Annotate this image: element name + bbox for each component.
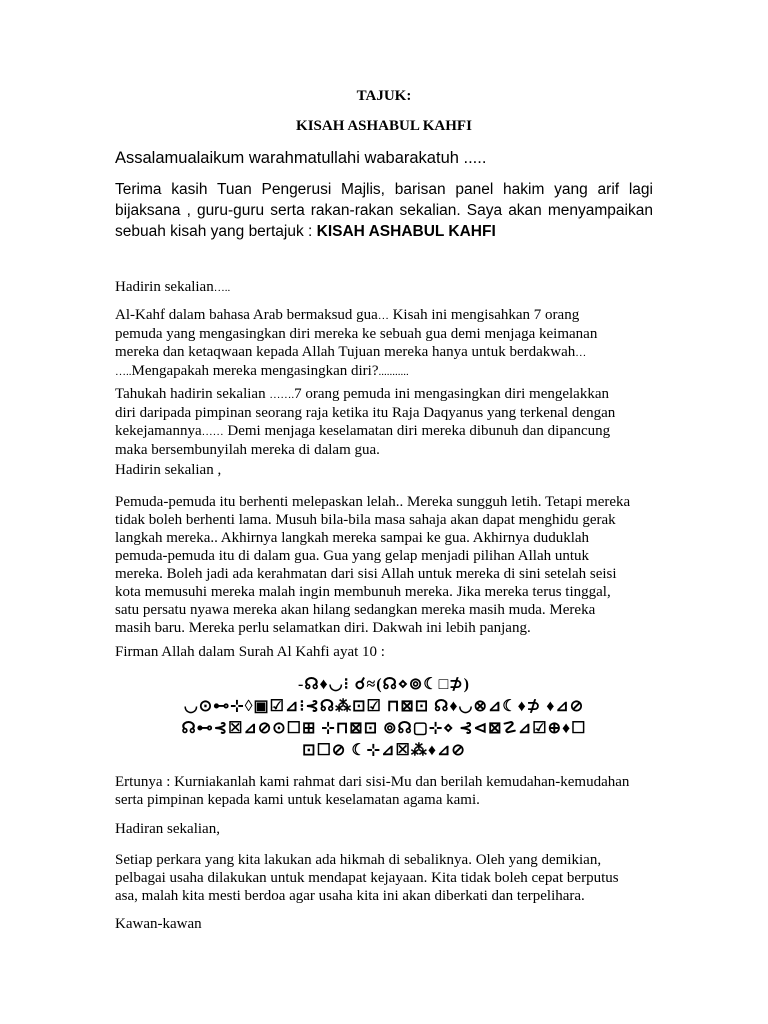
pemuda-line: langkah mereka.. Akhirnya langkah mereka sampai ke gua. Akhirnya duduklah	[115, 530, 590, 546]
document-title: KISAH ASHABUL KAHFI	[296, 118, 472, 134]
hadirin-1-text: Hadirin sekalian	[115, 279, 214, 295]
tahukah-line-1-dots: …….	[269, 389, 295, 401]
paragraph-hadirin-1	[115, 278, 653, 297]
ertunya-line: serta pimpinan kepada kami untuk keselamatan agama kami.	[115, 792, 480, 808]
alkahf-line-2: pemuda yang mengasingkan diri mereka ke sebuah gua demi menjaga keimanan	[115, 326, 598, 342]
arabic-verse-block	[0, 674, 768, 762]
alkahf-line-4-a: Mengapakah mereka mengasingkan diri?	[131, 363, 379, 379]
hadirin-1-dots: …..	[213, 282, 231, 294]
arabic-verse-line: -☊♦◡⁝ ☌≈(☊⋄⊚☾□⊅)	[298, 676, 470, 693]
paragraph-pemuda	[115, 493, 653, 637]
tahukah-line-3-a: kekejamannya	[115, 423, 202, 439]
alkahf-line-1	[115, 306, 653, 325]
paragraph-hadirin-2: Hadirin sekalian ,	[115, 462, 222, 478]
pemuda-line: Pemuda-pemuda itu berhenti melepaskan lelah.. Mereka sungguh letih. Tetapi mereka	[115, 494, 631, 510]
setiap-line: asa, malah kita mesti berdoa agar usaha kita ini akan diberkati dan terpelihara.	[115, 888, 585, 904]
tahukah-line-3-b: Demi menjaga keselamatan diri mereka dibunuh dan dipancung	[223, 423, 611, 439]
tahukah-line-1-a: Tahukah hadirin sekalian	[115, 386, 270, 402]
pemuda-line: pemuda-pemuda itu di dalam gua. Gua yang gelap menjadi pilihan Allah untuk	[115, 548, 590, 564]
arabic-verse-line: ◡⊙⊷⊹◊▣☑⊿⁝⊰☊⁂⊡☑ ⊓⊠⊡ ☊♦◡⊗⊿☾♦⊅ ♦⊿⊘	[183, 698, 585, 715]
pemuda-line: masih baru. Mereka perlu selamatkan diri. Dakwah ini lebih panjang.	[115, 620, 531, 636]
setiap-line: Setiap perkara yang kita lakukan ada hikmah di sebaliknya. Oleh yang demikian,	[115, 852, 602, 868]
alkahf-line-3	[115, 343, 653, 362]
alkahf-line-4	[115, 362, 653, 381]
pemuda-line: mereka. Boleh jadi ada kerahmatan dari sisi Allah untuk mereka di sini setelah seisi	[115, 566, 617, 582]
intro-text: Terima kasih Tuan Pengerusi Majlis, barisan panel hakim yang arif lagi bijaksana , guru-guru serta rakan-rakan sekalian. Saya akan menyampaikan sebuah kisah yang bertajuk :	[115, 181, 653, 240]
tahukah-line-4: maka bersembunyilah mereka di dalam gua.	[115, 442, 380, 458]
ertunya-line: Ertunya : Kurniakanlah kami rahmat dari sisi-Mu dan berilah kemudahan-kemudahan	[115, 774, 630, 790]
tahukah-line-3-dots: ……	[201, 426, 224, 438]
tahukah-line-1	[115, 385, 653, 404]
paragraph-kawan: Kawan-kawan	[115, 916, 202, 932]
alkahf-line-4-dots: …..	[115, 366, 132, 378]
alkahf-line-1-b: Kisah ini mengisahkan 7 orang	[388, 307, 580, 323]
paragraph-ertunya	[115, 773, 653, 809]
pemuda-line: tidak boleh berhenti lama. Musuh bila-bila masa sahaja akan dapat menghidu gerak	[115, 512, 616, 528]
tahukah-line-1-b: 7 orang pemuda ini mengasingkan diri mengelakkan	[294, 386, 609, 402]
paragraph-firman: Firman Allah dalam Surah Al Kahfi ayat 10 :	[115, 644, 385, 660]
paragraph-tahukah	[115, 385, 653, 459]
pemuda-line: kota memusuhi mereka malah ingin membunuh mereka. Jika mereka terus tinggal,	[115, 584, 611, 600]
paragraph-alkahf	[115, 306, 653, 381]
intro-paragraph	[115, 179, 653, 242]
title-label: TAJUK:	[356, 88, 412, 104]
alkahf-line-3-dots: …	[575, 347, 587, 359]
tahukah-line-3	[115, 422, 653, 441]
alkahf-line-1-dots: …	[377, 310, 389, 322]
alkahf-line-3-a: mereka dan ketaqwaan kepada Allah Tujuan mereka hanya untuk berdakwah	[115, 344, 576, 360]
arabic-verse-line: ⊡☐⊘ ☾⊹⊿☒⁂♦⊿⊘	[302, 742, 466, 759]
greeting: Assalamualaikum warahmatullahi wabarakatuh .....	[115, 149, 487, 167]
paragraph-hadiran: Hadiran sekalian,	[115, 821, 220, 837]
pemuda-line: satu persatu nyawa mereka akan hilang sedangkan mereka masih muda. Mereka	[115, 602, 596, 618]
setiap-line: pelbagai usaha dilakukan untuk mendapat kejayaan. Kita tidak boleh cepat berputus	[115, 870, 619, 886]
paragraph-setiap	[115, 851, 653, 905]
arabic-verse-line: ☊⊷⊰☒⊿⊘⊙☐⊞ ⊹⊓⊠⊡ ⊚☊▢⊹⋄ ⊰⊲⊠☡⊿☑⊕♦☐	[181, 720, 587, 737]
alkahf-line-4-end: ...........	[378, 366, 409, 378]
tahukah-line-2: diri daripada pimpinan seorang raja ketika itu Raja Daqyanus yang terkenal dengan	[115, 405, 616, 421]
alkahf-line-1-a: Al-Kahf dalam bahasa Arab bermaksud gua	[115, 307, 378, 323]
intro-story-title: KISAH ASHABUL KAHFI	[316, 223, 496, 240]
